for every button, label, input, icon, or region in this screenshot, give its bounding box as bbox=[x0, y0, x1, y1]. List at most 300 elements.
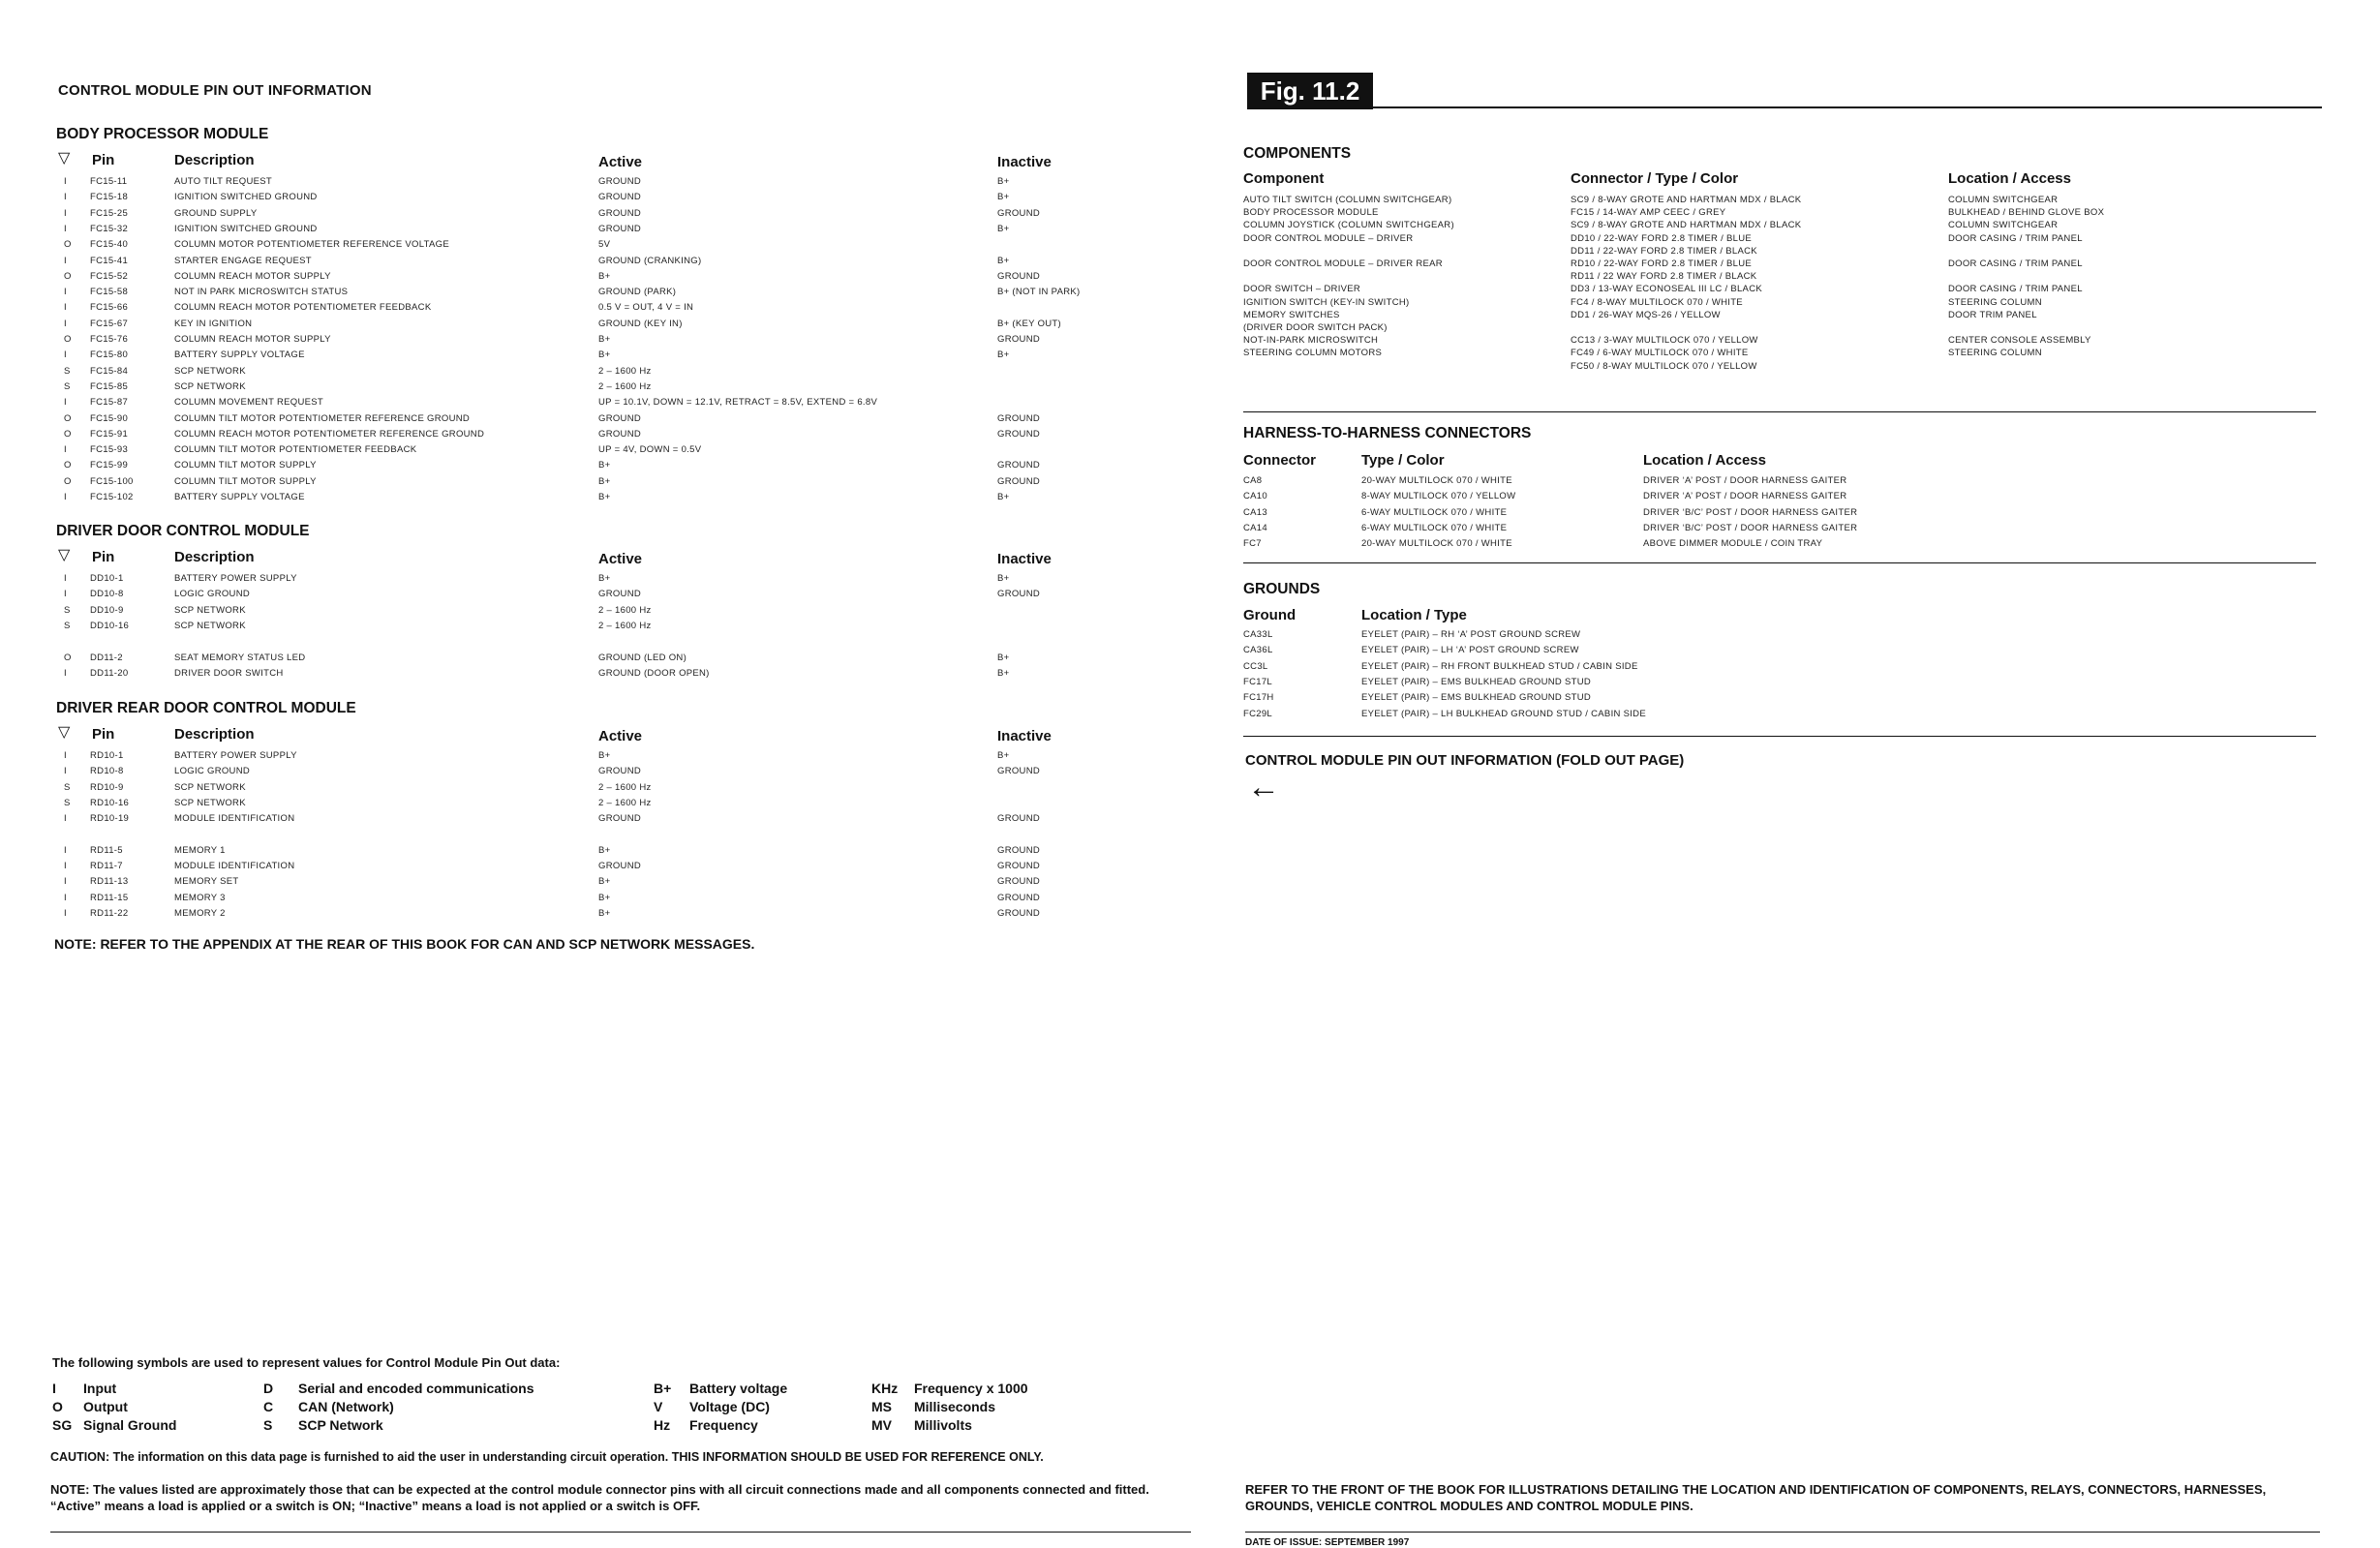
components-cell: COLUMN SWITCHGEAR bbox=[1948, 220, 2059, 231]
harness-cell: DRIVER ‘B/C’ POST / DOOR HARNESS GAITER bbox=[1643, 522, 1858, 533]
symbol-meaning: Battery voltage bbox=[689, 1381, 788, 1396]
components-cell: DOOR CASING / TRIM PANEL bbox=[1948, 284, 2083, 295]
harness-cell: 20-WAY MULTILOCK 070 / WHITE bbox=[1361, 475, 1512, 486]
active-value: B+ bbox=[598, 334, 611, 345]
header-active: Active bbox=[598, 551, 643, 567]
active-value: GROUND (LED ON) bbox=[598, 652, 687, 663]
active-value: B+ bbox=[598, 460, 611, 471]
pin-type: S bbox=[64, 365, 71, 377]
components-cell: FC15 / 14-WAY AMP CEEC / GREY bbox=[1571, 207, 1726, 219]
pin-type: O bbox=[64, 475, 72, 487]
pin-description: GROUND SUPPLY bbox=[174, 207, 258, 219]
pin-description: IGNITION SWITCHED GROUND bbox=[174, 223, 318, 234]
pin-description: STARTER ENGAGE REQUEST bbox=[174, 255, 312, 266]
active-value: 5V bbox=[598, 239, 611, 251]
active-value: UP = 10.1V, DOWN = 12.1V, RETRACT = 8.5V, EXTEND = 6.8V bbox=[598, 397, 878, 409]
symbol-code: Hz bbox=[654, 1417, 671, 1433]
active-value: B+ bbox=[598, 349, 611, 361]
header-description: Description bbox=[174, 549, 255, 565]
active-value: GROUND (KEY IN) bbox=[598, 318, 683, 329]
active-value: 2 – 1600 Hz bbox=[598, 781, 652, 793]
table-row bbox=[0, 796, 1162, 811]
symbol-code: KHz bbox=[871, 1381, 899, 1396]
grounds-cell: FC17H bbox=[1243, 692, 1274, 704]
inactive-value: GROUND bbox=[997, 876, 1041, 888]
active-value: 0.5 V = OUT, 4 V = IN bbox=[598, 302, 694, 314]
inactive-value: B+ bbox=[997, 492, 1010, 502]
foldout-title: CONTROL MODULE PIN OUT INFORMATION (FOLD OUT PAGE) bbox=[1245, 752, 1685, 769]
active-value: B+ bbox=[598, 876, 611, 888]
pin-description: COLUMN REACH MOTOR POTENTIOMETER FEEDBACK bbox=[174, 302, 432, 314]
components-cell: FC50 / 8-WAY MULTILOCK 070 / YELLOW bbox=[1571, 360, 1757, 372]
pin-number: FC15-84 bbox=[90, 365, 129, 377]
active-value: B+ bbox=[598, 750, 611, 761]
pin-type: I bbox=[64, 176, 67, 187]
caution-text: CAUTION: The information on this data page is furnished to aid the user in understanding circuit operation. THIS INFORMATION SHOULD BE USED FOR REFERENCE ONLY. bbox=[50, 1450, 1044, 1464]
components-cell: RD11 / 22 WAY FORD 2.8 TIMER / BLACK bbox=[1571, 271, 1757, 283]
pin-type: S bbox=[64, 620, 71, 631]
components-cell: SC9 / 8-WAY GROTE AND HARTMAN MDX / BLACK bbox=[1571, 220, 1802, 231]
symbol-meaning: Milliseconds bbox=[914, 1399, 996, 1414]
table-row bbox=[0, 643, 2324, 658]
active-value: B+ bbox=[598, 908, 611, 919]
header-pin: Pin bbox=[92, 726, 115, 743]
pin-description: SCP NETWORK bbox=[174, 797, 246, 808]
active-value: B+ bbox=[598, 573, 611, 584]
table-row bbox=[0, 764, 1162, 779]
header-inactive: Inactive bbox=[997, 728, 1052, 744]
symbol-code: C bbox=[263, 1399, 274, 1414]
pin-description: BATTERY POWER SUPPLY bbox=[174, 750, 297, 761]
active-value: 2 – 1600 Hz bbox=[598, 380, 652, 392]
harness-cell: DRIVER ‘A’ POST / DOOR HARNESS GAITER bbox=[1643, 475, 1847, 486]
harness-header: Type / Color bbox=[1361, 452, 1445, 469]
grounds-rule bbox=[1243, 736, 2316, 737]
components-cell: SC9 / 8-WAY GROTE AND HARTMAN MDX / BLACK bbox=[1571, 195, 1802, 205]
components-cell: CENTER CONSOLE ASSEMBLY bbox=[1948, 335, 2091, 347]
active-value: GROUND bbox=[598, 861, 642, 872]
pin-direction-icon: ▽ bbox=[58, 547, 71, 563]
pin-type: S bbox=[64, 781, 71, 793]
components-cell: MEMORY SWITCHES bbox=[1243, 309, 1340, 320]
active-value: B+ bbox=[598, 892, 611, 903]
inactive-value: GROUND bbox=[997, 892, 1041, 903]
table-row bbox=[0, 427, 1162, 442]
pin-number: FC15-25 bbox=[90, 207, 129, 219]
components-cell: STEERING COLUMN bbox=[1948, 296, 2042, 308]
harness-cell: DRIVER ‘B/C’ POST / DOOR HARNESS GAITER bbox=[1643, 506, 1858, 518]
table-row bbox=[0, 748, 1162, 764]
module-title: DRIVER REAR DOOR CONTROL MODULE bbox=[56, 700, 356, 716]
figure-rule bbox=[1373, 106, 2322, 108]
active-value: UP = 4V, DOWN = 0.5V bbox=[598, 444, 702, 456]
components-cell: DOOR CASING / TRIM PANEL bbox=[1948, 232, 2083, 244]
harness-cell: CA10 bbox=[1243, 491, 1267, 502]
components-cell: DD3 / 13-WAY ECONOSEAL III LC / BLACK bbox=[1571, 284, 1762, 295]
components-cell: DOOR CONTROL MODULE – DRIVER bbox=[1243, 232, 1414, 244]
table-row bbox=[0, 690, 2324, 706]
inactive-value: B+ bbox=[997, 192, 1010, 203]
header-pin: Pin bbox=[92, 152, 115, 168]
pin-type: I bbox=[64, 397, 67, 409]
pin-number: FC15-11 bbox=[90, 176, 128, 187]
pin-type: I bbox=[64, 223, 67, 234]
pin-number: FC15-18 bbox=[90, 192, 129, 203]
pin-number: FC15-99 bbox=[90, 460, 129, 471]
pin-number: DD10-1 bbox=[90, 573, 124, 584]
table-row bbox=[0, 536, 2324, 552]
pin-number: FC15-32 bbox=[90, 223, 129, 234]
active-value: GROUND bbox=[598, 223, 642, 234]
inactive-value: B+ bbox=[997, 176, 1010, 187]
table-row bbox=[0, 859, 1162, 874]
pin-description: MEMORY 2 bbox=[174, 908, 226, 919]
active-value: GROUND bbox=[598, 207, 642, 219]
symbol-code: S bbox=[263, 1417, 273, 1433]
components-cell: FC4 / 8-WAY MULTILOCK 070 / WHITE bbox=[1571, 296, 1743, 308]
pin-type: I bbox=[64, 813, 67, 825]
module-title: DRIVER DOOR CONTROL MODULE bbox=[56, 523, 310, 539]
values-note: NOTE: The values listed are approximately those that can be expected at the control module connector pins with all circuit connections made and all components connected and fitted. “Active” means a load is applied or a switch is ON; “Inactive” means a load is not applied or a switch is OFF. bbox=[50, 1482, 1149, 1513]
pin-type: I bbox=[64, 255, 67, 266]
components-cell: AUTO TILT SWITCH (COLUMN SWITCHGEAR) bbox=[1243, 195, 1452, 205]
symbol-code: V bbox=[654, 1399, 663, 1414]
symbol-code: MS bbox=[871, 1399, 892, 1414]
symbol-meaning: CAN (Network) bbox=[298, 1399, 394, 1414]
pin-number: DD11-2 bbox=[90, 652, 123, 663]
harness-cell: CA14 bbox=[1243, 522, 1267, 533]
inactive-value: GROUND bbox=[997, 270, 1041, 282]
pin-description: KEY IN IGNITION bbox=[174, 318, 253, 329]
pin-description: NOT IN PARK MICROSWITCH STATUS bbox=[174, 287, 349, 298]
harness-cell: CA13 bbox=[1243, 506, 1267, 518]
pin-type: O bbox=[64, 334, 72, 345]
pin-description: DRIVER DOOR SWITCH bbox=[174, 667, 284, 679]
inactive-value: B+ bbox=[997, 573, 1010, 584]
pin-description: MEMORY 3 bbox=[174, 892, 226, 903]
pin-type: I bbox=[64, 844, 67, 856]
pin-description: COLUMN MOVEMENT REQUEST bbox=[174, 397, 323, 409]
components-cell: IGNITION SWITCH (KEY-IN SWITCH) bbox=[1243, 296, 1410, 308]
pin-number: DD10-8 bbox=[90, 589, 124, 600]
header-pin: Pin bbox=[92, 549, 115, 565]
header-inactive: Inactive bbox=[997, 551, 1052, 567]
pin-type: I bbox=[64, 492, 67, 502]
pin-description: LOGIC GROUND bbox=[174, 589, 251, 600]
pin-type: I bbox=[64, 892, 67, 903]
components-cell: DOOR SWITCH – DRIVER bbox=[1243, 284, 1361, 295]
table-row bbox=[0, 489, 2324, 504]
inactive-value: GROUND bbox=[997, 861, 1041, 872]
active-value: GROUND bbox=[598, 813, 642, 825]
pin-description: COLUMN REACH MOTOR SUPPLY bbox=[174, 270, 331, 282]
pin-type: I bbox=[64, 302, 67, 314]
table-row bbox=[0, 587, 1162, 602]
pin-number: FC15-102 bbox=[90, 492, 134, 502]
arrow-left-icon: ← bbox=[1247, 769, 1280, 805]
grounds-cell: CC3L bbox=[1243, 660, 1268, 672]
table-row bbox=[0, 627, 2324, 643]
pin-description: COLUMN TILT MOTOR SUPPLY bbox=[174, 460, 317, 471]
pin-type: O bbox=[64, 412, 72, 424]
active-value: 2 – 1600 Hz bbox=[598, 365, 652, 377]
components-cell: FC49 / 6-WAY MULTILOCK 070 / WHITE bbox=[1571, 348, 1749, 359]
grounds-cell: EYELET (PAIR) – RH ‘A’ POST GROUND SCREW bbox=[1361, 629, 1581, 640]
pin-description: MODULE IDENTIFICATION bbox=[174, 861, 295, 872]
pin-number: DD10-9 bbox=[90, 604, 124, 616]
symbols-intro: The following symbols are used to represent values for Control Module Pin Out data: bbox=[52, 1355, 561, 1370]
components-cell: COLUMN JOYSTICK (COLUMN SWITCHGEAR) bbox=[1243, 220, 1454, 231]
harness-cell: DRIVER ‘A’ POST / DOOR HARNESS GAITER bbox=[1643, 491, 1847, 502]
pin-number: FC15-87 bbox=[90, 397, 129, 409]
pin-description: BATTERY SUPPLY VOLTAGE bbox=[174, 349, 305, 361]
pin-description: SEAT MEMORY STATUS LED bbox=[174, 652, 306, 663]
components-cell: DD1 / 26-WAY MQS-26 / YELLOW bbox=[1571, 309, 1721, 320]
pin-description: SCP NETWORK bbox=[174, 365, 246, 377]
pin-number: FC15-85 bbox=[90, 380, 129, 392]
pin-number: FC15-93 bbox=[90, 444, 129, 456]
pin-number: RD11-22 bbox=[90, 908, 129, 919]
date-of-issue: DATE OF ISSUE: SEPTEMBER 1997 bbox=[1245, 1537, 1410, 1548]
active-value: B+ bbox=[598, 270, 611, 282]
pin-number: FC15-90 bbox=[90, 412, 129, 424]
inactive-value: B+ bbox=[997, 652, 1010, 663]
table-row bbox=[0, 521, 2324, 536]
pin-type: I bbox=[64, 908, 67, 919]
table-row bbox=[0, 174, 1162, 190]
symbol-meaning: Frequency x 1000 bbox=[914, 1381, 1028, 1396]
table-row bbox=[0, 707, 2324, 722]
pin-description: COLUMN TILT MOTOR POTENTIOMETER FEEDBACK bbox=[174, 444, 417, 456]
active-value: B+ bbox=[598, 492, 611, 502]
harness-cell: ABOVE DIMMER MODULE / COIN TRAY bbox=[1643, 538, 1823, 550]
symbol-meaning: Input bbox=[83, 1381, 117, 1396]
pin-type: I bbox=[64, 766, 67, 777]
symbol-code: I bbox=[52, 1381, 56, 1396]
pin-number: DD10-16 bbox=[90, 620, 130, 631]
active-value: GROUND bbox=[598, 589, 642, 600]
harness-cell: FC7 bbox=[1243, 538, 1262, 550]
harness-rule bbox=[1243, 562, 2316, 563]
grounds-cell: FC17L bbox=[1243, 676, 1273, 687]
table-row bbox=[0, 379, 1162, 395]
inactive-value: GROUND bbox=[997, 412, 1041, 424]
pin-type: O bbox=[64, 460, 72, 471]
inactive-value: GROUND bbox=[997, 766, 1041, 777]
page-title: CONTROL MODULE PIN OUT INFORMATION bbox=[58, 82, 372, 99]
symbol-code: D bbox=[263, 1381, 274, 1396]
pin-type: I bbox=[64, 861, 67, 872]
inactive-value: GROUND bbox=[997, 813, 1041, 825]
pin-type: I bbox=[64, 318, 67, 329]
active-value: GROUND bbox=[598, 412, 642, 424]
components-header: Connector / Type / Color bbox=[1571, 170, 1739, 187]
pin-type: I bbox=[64, 192, 67, 203]
pin-number: FC15-100 bbox=[90, 475, 134, 487]
inactive-value: GROUND bbox=[997, 460, 1041, 471]
table-row bbox=[0, 906, 1162, 922]
grounds-header: Ground bbox=[1243, 607, 1297, 623]
header-active: Active bbox=[598, 154, 643, 170]
symbol-meaning: Millivolts bbox=[914, 1417, 972, 1433]
pin-type: O bbox=[64, 652, 72, 663]
grounds-cell: EYELET (PAIR) – EMS BULKHEAD GROUND STUD bbox=[1361, 692, 1592, 704]
inactive-value: B+ bbox=[997, 255, 1010, 266]
table-row bbox=[0, 828, 1162, 843]
inactive-value: B+ bbox=[997, 750, 1010, 761]
components-cell: (DRIVER DOOR SWITCH PACK) bbox=[1243, 322, 1388, 333]
grounds-cell: CA33L bbox=[1243, 629, 1273, 640]
table-row bbox=[0, 473, 2324, 489]
pin-type: I bbox=[64, 667, 67, 679]
pin-direction-icon: ▽ bbox=[58, 150, 71, 167]
pin-number: FC15-66 bbox=[90, 302, 129, 314]
inactive-value: GROUND bbox=[997, 589, 1041, 600]
components-header: Location / Access bbox=[1948, 170, 2071, 187]
symbol-meaning: Output bbox=[83, 1399, 128, 1414]
pin-number: RD10-19 bbox=[90, 813, 130, 825]
harness-cell: 8-WAY MULTILOCK 070 / YELLOW bbox=[1361, 491, 1516, 502]
pin-description: MEMORY 1 bbox=[174, 844, 226, 856]
active-value: GROUND bbox=[598, 192, 642, 203]
grounds-cell: EYELET (PAIR) – LH BULKHEAD GROUND STUD / CABIN SIDE bbox=[1361, 708, 1646, 719]
pin-number: FC15-40 bbox=[90, 239, 129, 251]
table-row bbox=[0, 659, 2324, 675]
grounds-cell: EYELET (PAIR) – RH FRONT BULKHEAD STUD / CABIN SIDE bbox=[1361, 660, 1638, 672]
pin-type: S bbox=[64, 380, 71, 392]
header-description: Description bbox=[174, 152, 255, 168]
table-row bbox=[0, 891, 1162, 906]
pin-description: COLUMN TILT MOTOR POTENTIOMETER REFERENCE GROUND bbox=[174, 412, 471, 424]
pin-type: S bbox=[64, 604, 71, 616]
pin-description: COLUMN REACH MOTOR SUPPLY bbox=[174, 334, 331, 345]
pin-number: FC15-80 bbox=[90, 349, 129, 361]
pin-type: O bbox=[64, 239, 72, 251]
pin-description: SCP NETWORK bbox=[174, 620, 246, 631]
inactive-value: GROUND bbox=[997, 908, 1041, 919]
active-value: GROUND bbox=[598, 766, 642, 777]
components-cell: STEERING COLUMN MOTORS bbox=[1243, 348, 1383, 359]
components-cell: COLUMN SWITCHGEAR bbox=[1948, 195, 2059, 205]
table-row bbox=[0, 505, 2324, 521]
pin-type: I bbox=[64, 750, 67, 761]
inactive-value: GROUND bbox=[997, 844, 1041, 856]
pin-description: SCP NETWORK bbox=[174, 781, 246, 793]
active-value: B+ bbox=[598, 844, 611, 856]
pin-description: COLUMN TILT MOTOR SUPPLY bbox=[174, 475, 317, 487]
inactive-value: GROUND bbox=[997, 428, 1041, 440]
pin-description: SCP NETWORK bbox=[174, 380, 246, 392]
harness-header: Location / Access bbox=[1643, 452, 1766, 469]
pin-number: FC15-91 bbox=[90, 428, 129, 440]
pin-type: I bbox=[64, 207, 67, 219]
inactive-value: GROUND bbox=[997, 334, 1041, 345]
components-cell: BULKHEAD / BEHIND GLOVE BOX bbox=[1948, 207, 2105, 219]
pin-number: FC15-52 bbox=[90, 270, 129, 282]
figure-label: Fig. 11.2 bbox=[1247, 73, 1373, 109]
pin-number: RD11-7 bbox=[90, 861, 123, 872]
harness-header: Connector bbox=[1243, 452, 1316, 469]
table-row bbox=[0, 442, 1162, 458]
pin-description: LOGIC GROUND bbox=[174, 766, 251, 777]
header-inactive: Inactive bbox=[997, 154, 1052, 170]
components-cell: NOT-IN-PARK MICROSWITCH bbox=[1243, 335, 1379, 347]
components-cell: DOOR CASING / TRIM PANEL bbox=[1948, 258, 2083, 269]
active-value: 2 – 1600 Hz bbox=[598, 604, 652, 616]
active-value: GROUND (CRANKING) bbox=[598, 255, 702, 266]
inactive-value: B+ (KEY OUT) bbox=[997, 318, 1061, 329]
grounds-title: GROUNDS bbox=[1243, 581, 1321, 597]
harness-cell: 20-WAY MULTILOCK 070 / WHITE bbox=[1361, 538, 1512, 550]
pin-type: S bbox=[64, 797, 71, 808]
grounds-cell: CA36L bbox=[1243, 645, 1273, 656]
grounds-cell: EYELET (PAIR) – EMS BULKHEAD GROUND STUD bbox=[1361, 676, 1592, 687]
components-cell: RD10 / 22-WAY FORD 2.8 TIMER / BLUE bbox=[1571, 258, 1753, 269]
harness-cell: 6-WAY MULTILOCK 070 / WHITE bbox=[1361, 506, 1508, 518]
bottom-rule-left bbox=[50, 1532, 1191, 1533]
inactive-value: GROUND bbox=[997, 475, 1041, 487]
active-value: 2 – 1600 Hz bbox=[598, 797, 652, 808]
components-cell: DD10 / 22-WAY FORD 2.8 TIMER / BLUE bbox=[1571, 232, 1753, 244]
table-row bbox=[0, 359, 2324, 375]
pin-number: RD11-13 bbox=[90, 876, 129, 888]
pin-number: FC15-76 bbox=[90, 334, 129, 345]
table-row bbox=[0, 811, 1162, 827]
pin-description: SCP NETWORK bbox=[174, 604, 246, 616]
pin-number: DD11-20 bbox=[90, 667, 129, 679]
active-value: GROUND bbox=[598, 428, 642, 440]
symbol-code: SG bbox=[52, 1417, 73, 1433]
components-cell: CC13 / 3-WAY MULTILOCK 070 / YELLOW bbox=[1571, 335, 1758, 347]
pin-number: RD10-1 bbox=[90, 750, 124, 761]
components-rule bbox=[1243, 411, 2316, 412]
active-value: 2 – 1600 Hz bbox=[598, 620, 652, 631]
appendix-note: NOTE: REFER TO THE APPENDIX AT THE REAR OF THIS BOOK FOR CAN AND SCP NETWORK MESSAGES. bbox=[54, 936, 755, 952]
active-value: GROUND bbox=[598, 176, 642, 187]
components-header: Component bbox=[1243, 170, 1325, 187]
pin-number: FC15-41 bbox=[90, 255, 129, 266]
pin-description: MODULE IDENTIFICATION bbox=[174, 813, 295, 825]
components-cell: DOOR CONTROL MODULE – DRIVER REAR bbox=[1243, 258, 1443, 269]
symbol-code: B+ bbox=[654, 1381, 672, 1396]
pin-type: I bbox=[64, 573, 67, 584]
grounds-cell: EYELET (PAIR) – LH ‘A’ POST GROUND SCREW bbox=[1361, 645, 1579, 656]
pin-type: I bbox=[64, 876, 67, 888]
active-value: GROUND (PARK) bbox=[598, 287, 677, 298]
table-row bbox=[0, 571, 1162, 587]
module-title: BODY PROCESSOR MODULE bbox=[56, 126, 269, 142]
header-active: Active bbox=[598, 728, 643, 744]
pin-description: COLUMN REACH MOTOR POTENTIOMETER REFERENCE GROUND bbox=[174, 428, 485, 440]
components-cell: BODY PROCESSOR MODULE bbox=[1243, 207, 1379, 219]
pin-description: BATTERY SUPPLY VOLTAGE bbox=[174, 492, 305, 502]
pin-number: RD11-5 bbox=[90, 844, 123, 856]
symbol-meaning: Voltage (DC) bbox=[689, 1399, 770, 1414]
grounds-cell: FC29L bbox=[1243, 708, 1273, 719]
table-row bbox=[0, 874, 1162, 890]
bottom-rule-right bbox=[1245, 1532, 2320, 1533]
table-row bbox=[0, 603, 1162, 619]
harness-cell: CA8 bbox=[1243, 475, 1263, 486]
components-cell: STEERING COLUMN bbox=[1948, 348, 2042, 359]
inactive-value: B+ bbox=[997, 349, 1010, 361]
symbol-meaning: Frequency bbox=[689, 1417, 758, 1433]
components-title: COMPONENTS bbox=[1243, 145, 1352, 162]
pin-number: FC15-67 bbox=[90, 318, 129, 329]
inactive-value: B+ bbox=[997, 223, 1010, 234]
pin-description: BATTERY POWER SUPPLY bbox=[174, 573, 297, 584]
pin-type: O bbox=[64, 428, 72, 440]
